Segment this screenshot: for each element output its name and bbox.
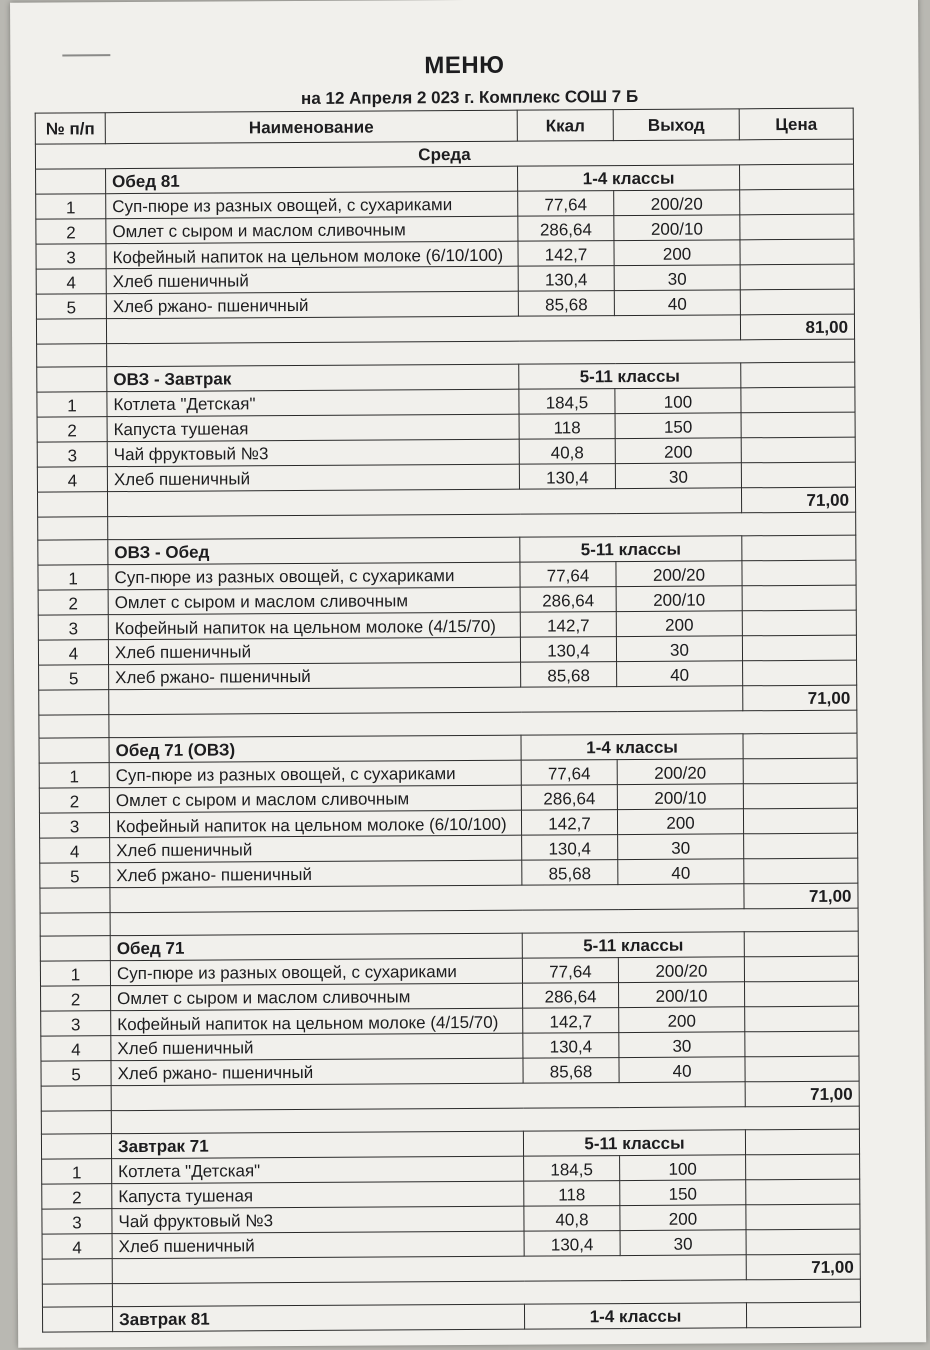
item-kcal: 85,68: [518, 291, 614, 317]
item-output: 200/20: [617, 759, 743, 785]
menu-title: МЕНЮ: [424, 51, 505, 80]
item-name: Омлет с сыром и маслом сливочным: [106, 216, 518, 244]
item-name: Омлет с сыром и маслом сливочным: [109, 785, 521, 813]
menu-table: [35, 108, 861, 1333]
item-number: 2: [38, 590, 108, 615]
item-number: 1: [37, 392, 107, 417]
item-name: Хлеб ржано- пшеничный: [111, 1058, 523, 1086]
col-kcal-header: Ккал: [517, 110, 613, 142]
item-number: 2: [36, 219, 106, 244]
item-kcal: 142,7: [523, 1008, 619, 1034]
section-num-cell: [36, 169, 106, 194]
item-output: 30: [615, 463, 741, 489]
item-kcal: 184,5: [524, 1156, 620, 1182]
item-output: 200/20: [616, 561, 742, 587]
item-name: Капуста тушеная: [112, 1181, 524, 1209]
item-output: 200/20: [614, 190, 740, 216]
item-kcal: 184,5: [519, 389, 615, 415]
item-kcal: 130,4: [522, 835, 618, 861]
item-output: 30: [619, 1032, 745, 1058]
item-price: [745, 1056, 859, 1082]
item-name: Хлеб пшеничный: [106, 266, 518, 294]
item-number: 4: [42, 1234, 112, 1259]
item-price: [746, 1154, 860, 1180]
section-header-row: [42, 1302, 860, 1332]
item-kcal: 130,4: [518, 266, 614, 292]
item-kcal: 286,64: [521, 785, 617, 811]
col-num-header: № п/п: [35, 113, 105, 144]
item-output: 200/20: [618, 957, 744, 983]
item-kcal: 142,7: [520, 612, 616, 638]
total-blank-cell: [109, 686, 743, 715]
item-name: Суп-пюре из разных овощей, с сухариками: [109, 760, 521, 788]
item-price: [740, 264, 854, 290]
total-blank-cell: [110, 884, 744, 913]
item-number: 2: [41, 986, 111, 1011]
total-blank-cell: [112, 1255, 746, 1284]
item-kcal: 286,64: [518, 216, 614, 242]
section-classes: 1-4 классы: [524, 1303, 746, 1329]
item-price: [740, 289, 854, 315]
item-name: Хлеб пшеничный: [108, 637, 520, 665]
item-output: 200/10: [617, 784, 743, 810]
spacer-cell: [41, 1111, 111, 1134]
item-output: 30: [620, 1230, 746, 1256]
section-name: ОВЗ - Обед: [108, 537, 520, 565]
section-total-price: 71,00: [746, 1254, 860, 1280]
item-price: [746, 1204, 860, 1230]
item-kcal: 130,4: [520, 637, 616, 663]
item-number: 1: [38, 565, 108, 590]
section-price-cell: [746, 1302, 860, 1328]
col-name-header: Наименование: [105, 110, 517, 144]
section-total-price: 81,00: [740, 314, 854, 340]
total-num-cell: [36, 319, 106, 344]
item-number: 2: [39, 788, 109, 813]
section-total-price: 71,00: [741, 487, 855, 513]
section-price-cell: [744, 931, 858, 957]
item-price: [744, 956, 858, 982]
item-kcal: 130,4: [524, 1231, 620, 1257]
item-price: [740, 214, 854, 240]
total-num-cell: [37, 492, 107, 517]
item-number: 4: [41, 1036, 111, 1061]
item-price: [743, 808, 857, 834]
section-classes: 5-11 классы: [520, 536, 742, 562]
item-kcal: 40,8: [524, 1206, 620, 1232]
item-price: [746, 1229, 860, 1255]
item-price: [744, 833, 858, 859]
table-header-row: [35, 108, 853, 144]
section-total-price: 71,00: [744, 883, 858, 909]
item-name: Омлет с сыром и маслом сливочным: [108, 587, 520, 615]
item-name: Хлеб ржано- пшеничный: [109, 662, 521, 690]
item-number: 5: [39, 665, 109, 690]
spacer-cell: [40, 913, 110, 936]
total-blank-cell: [111, 1082, 745, 1111]
section-classes: 5-11 классы: [523, 1130, 745, 1156]
item-price: [743, 758, 857, 784]
item-name: Чай фруктовый №3: [107, 439, 519, 467]
spacer-cell: [38, 517, 108, 540]
section-total-price: 71,00: [743, 685, 857, 711]
item-kcal: 77,64: [522, 958, 618, 984]
item-kcal: 142,7: [521, 810, 617, 836]
item-name: Кофейный напиток на цельном молоке (4/15/70): [108, 612, 520, 640]
item-price: [742, 635, 856, 661]
item-number: 4: [37, 467, 107, 492]
item-output: 200: [616, 611, 742, 637]
item-price: [743, 783, 857, 809]
item-number: 3: [37, 442, 107, 467]
section-num-cell: [41, 1134, 111, 1159]
item-name: Кофейный напиток на цельном молоке (6/10/100): [106, 241, 518, 269]
item-name: Капуста тушеная: [107, 414, 519, 442]
item-output: 200: [620, 1205, 746, 1231]
menu-sheet: [10, 0, 926, 1348]
item-output: 40: [619, 1057, 745, 1083]
item-output: 30: [618, 834, 744, 860]
total-num-cell: [39, 690, 109, 715]
item-name: Кофейный напиток на цельном молоке (6/10/100): [109, 810, 521, 838]
item-kcal: 85,68: [522, 860, 618, 886]
item-number: 1: [36, 194, 106, 219]
total-blank-cell: [107, 488, 741, 517]
menu-subtitle: на 12 Апреля 2 023 г. Комплекс СОШ 7 Б: [300, 86, 639, 108]
section-num-cell: [37, 367, 107, 392]
item-output: 150: [615, 413, 741, 439]
item-kcal: 85,68: [521, 662, 617, 688]
item-name: Хлеб пшеничный: [110, 835, 522, 863]
item-kcal: 77,64: [518, 191, 614, 217]
item-output: 200/10: [619, 982, 745, 1008]
item-output: 100: [615, 388, 741, 414]
item-name: Котлета "Детская": [112, 1156, 524, 1184]
item-price: [742, 585, 856, 611]
section-price-cell: [741, 362, 855, 388]
item-number: 4: [36, 269, 106, 294]
item-price: [743, 660, 857, 686]
item-price: [746, 1179, 860, 1205]
item-number: 3: [36, 244, 106, 269]
item-output: 200: [619, 1007, 745, 1033]
item-number: 1: [39, 763, 109, 788]
item-name: Суп-пюре из разных овощей, с сухариками: [110, 958, 522, 986]
section-price-cell: [740, 164, 854, 190]
item-price: [742, 560, 856, 586]
item-name: Хлеб ржано- пшеничный: [106, 291, 518, 319]
section-classes: 5-11 классы: [519, 363, 741, 389]
item-number: 3: [39, 813, 109, 838]
item-name: Суп-пюре из разных овощей, с сухариками: [106, 191, 518, 219]
item-number: 5: [41, 1061, 111, 1086]
item-name: Хлеб пшеничный: [107, 464, 519, 492]
item-kcal: 286,64: [523, 983, 619, 1009]
item-kcal: 40,8: [519, 439, 615, 465]
section-price-cell: [745, 1129, 859, 1155]
item-price: [741, 437, 855, 463]
section-name: Завтрак 71: [111, 1131, 523, 1159]
item-price: [745, 981, 859, 1007]
total-blank-cell: [106, 315, 740, 344]
item-kcal: 130,4: [523, 1033, 619, 1059]
spacer-cell: [37, 344, 107, 367]
col-price-header: Цена: [739, 108, 853, 140]
item-kcal: 118: [519, 414, 615, 440]
section-num-cell: [38, 540, 108, 565]
item-number: 3: [42, 1209, 112, 1234]
item-kcal: 286,64: [520, 587, 616, 613]
item-output: 200: [615, 438, 741, 464]
item-output: 30: [616, 636, 742, 662]
item-output: 200/10: [614, 215, 740, 241]
item-price: [745, 1031, 859, 1057]
item-number: 5: [36, 294, 106, 319]
item-number: 5: [40, 863, 110, 888]
section-num-cell: [40, 936, 110, 961]
item-price: [741, 412, 855, 438]
section-num-cell: [42, 1307, 112, 1332]
item-output: 40: [617, 661, 743, 687]
item-price: [745, 1006, 859, 1032]
section-name: Обед 81: [106, 166, 518, 194]
item-output: 200: [614, 240, 740, 266]
item-kcal: 118: [524, 1181, 620, 1207]
section-name: Завтрак 81: [112, 1304, 524, 1332]
menu-body: [35, 139, 860, 1332]
item-output: 200: [617, 809, 743, 835]
item-name: Хлеб ржано- пшеничный: [110, 860, 522, 888]
section-price-cell: [742, 535, 856, 561]
section-classes: 1-4 классы: [521, 734, 743, 760]
section-classes: 5-11 классы: [522, 932, 744, 958]
item-number: 2: [37, 417, 107, 442]
item-kcal: 77,64: [521, 760, 617, 786]
col-out-header: Выход: [613, 109, 739, 141]
total-num-cell: [40, 888, 110, 913]
item-price: [741, 462, 855, 488]
total-num-cell: [42, 1259, 112, 1284]
item-output: 40: [618, 859, 744, 885]
item-name: Котлета "Детская": [107, 389, 519, 417]
item-output: 200/10: [616, 586, 742, 612]
item-price: [741, 387, 855, 413]
item-name: Кофейный напиток на цельном молоке (4/15/70): [111, 1008, 523, 1036]
item-kcal: 85,68: [523, 1058, 619, 1084]
item-output: 40: [614, 290, 740, 316]
section-name: Обед 71: [110, 933, 522, 961]
spacer-cell: [39, 715, 109, 738]
day-label: Среда: [35, 139, 853, 169]
section-name: Обед 71 (ОВЗ): [109, 735, 521, 763]
section-num-cell: [39, 738, 109, 763]
item-output: 150: [620, 1180, 746, 1206]
section-name: ОВЗ - Завтрак: [107, 364, 519, 392]
item-number: 3: [41, 1011, 111, 1036]
item-kcal: 142,7: [518, 241, 614, 267]
item-price: [742, 610, 856, 636]
item-number: 3: [38, 615, 108, 640]
item-price: [740, 239, 854, 265]
item-name: Хлеб пшеничный: [112, 1231, 524, 1259]
item-number: 1: [42, 1159, 112, 1184]
section-total-price: 71,00: [745, 1081, 859, 1107]
item-name: Суп-пюре из разных овощей, с сухариками: [108, 562, 520, 590]
spacer-cell: [42, 1284, 112, 1307]
total-num-cell: [41, 1086, 111, 1111]
item-kcal: 77,64: [520, 562, 616, 588]
item-number: 2: [42, 1184, 112, 1209]
item-output: 100: [620, 1155, 746, 1181]
item-number: 4: [38, 640, 108, 665]
item-name: Хлеб пшеничный: [111, 1033, 523, 1061]
item-price: [744, 858, 858, 884]
section-price-cell: [743, 733, 857, 759]
item-name: Чай фруктовый №3: [112, 1206, 524, 1234]
item-output: 30: [614, 265, 740, 291]
item-number: 1: [40, 961, 110, 986]
item-kcal: 130,4: [519, 464, 615, 490]
section-classes: 1-4 классы: [518, 165, 740, 191]
item-number: 4: [40, 838, 110, 863]
item-name: Омлет с сыром и маслом сливочным: [111, 983, 523, 1011]
item-price: [740, 189, 854, 215]
